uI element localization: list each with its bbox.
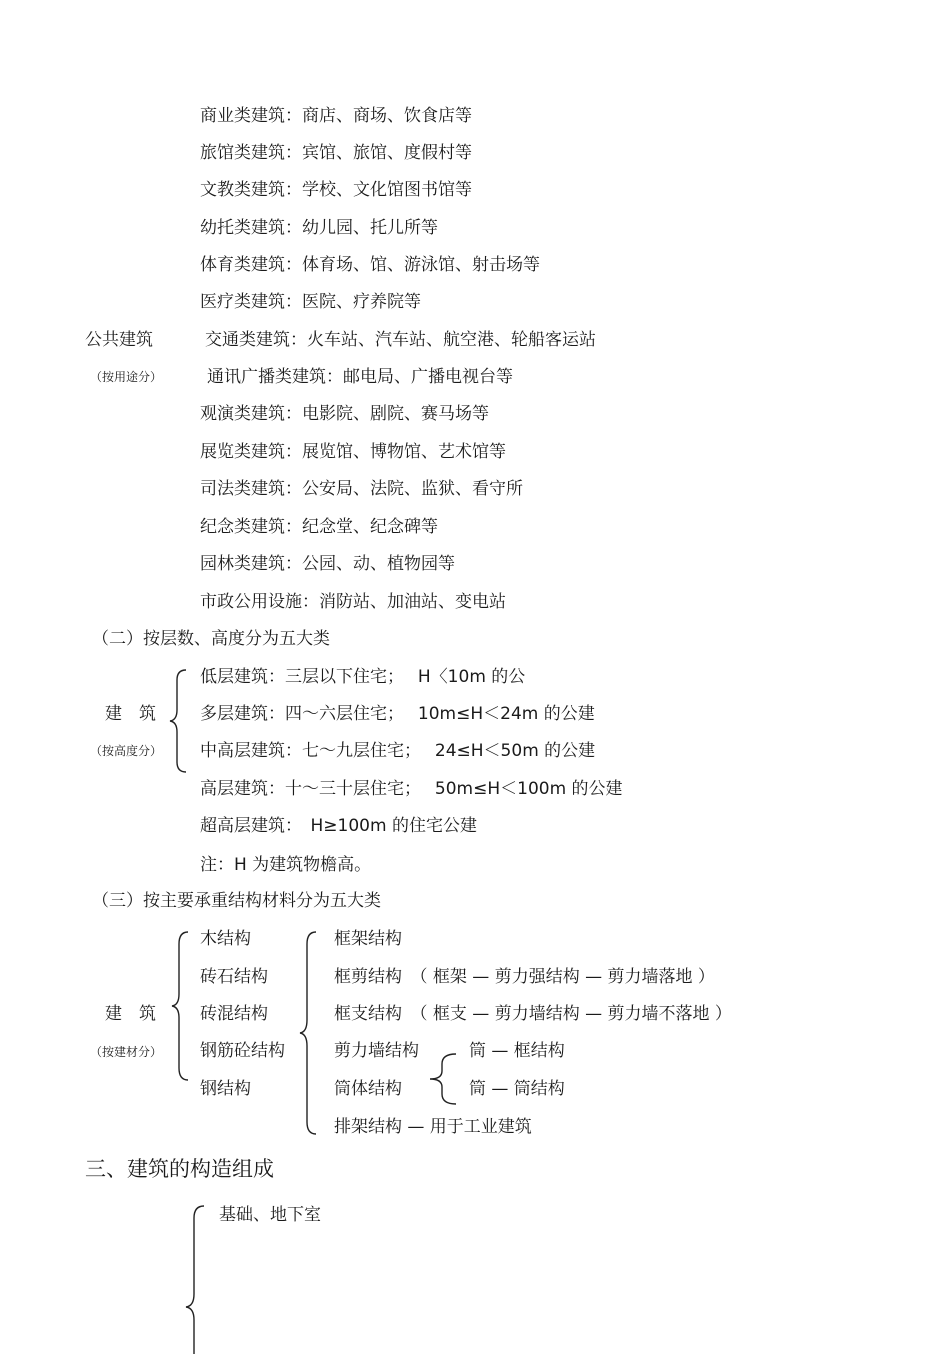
height-sub-label: （按高度分） xyxy=(90,744,163,758)
material-item: 砖石结构 xyxy=(200,967,268,987)
usage-item: 司法类建筑：公安局、法院、监狱、看守所 xyxy=(200,479,523,499)
height-note: 注：H 为建筑物檐高。 xyxy=(200,855,372,875)
structure-item: 筒体结构 xyxy=(334,1079,402,1099)
usage-item: 体育类建筑：体育场、馆、游泳馆、射击场等 xyxy=(200,255,540,275)
tube-item: 筒 — 框结构 xyxy=(469,1041,565,1061)
material-brace xyxy=(170,930,190,1082)
height-item: 超高层建筑： H≥100m 的住宅公建 xyxy=(200,816,477,836)
structure-item: 框架结构 xyxy=(334,929,402,949)
tube-brace xyxy=(428,1052,458,1106)
section3-item: 基础、地下室 xyxy=(219,1205,321,1225)
height-item: 多层建筑：四～六层住宅； 10m≤H＜24m 的公建 xyxy=(200,704,595,724)
usage-item: 幼托类建筑：幼儿园、托儿所等 xyxy=(200,218,438,238)
material-item: 木结构 xyxy=(200,929,251,949)
usage-item: 文教类建筑：学校、文化馆图书馆等 xyxy=(200,180,472,200)
height-heading: （二）按层数、高度分为五大类 xyxy=(92,629,330,649)
usage-item: 园林类建筑：公园、动、植物园等 xyxy=(200,554,455,574)
usage-item: 交通类建筑：火车站、汽车站、航空港、轮船客运站 xyxy=(205,330,596,350)
usage-item: 商业类建筑：商店、商场、饮食店等 xyxy=(200,106,472,126)
usage-item: 市政公用设施：消防站、加油站、变电站 xyxy=(200,592,506,612)
usage-label: 公共建筑 xyxy=(85,330,153,350)
section3-brace xyxy=(184,1204,206,1354)
structure-item: 排架结构 — 用于工业建筑 xyxy=(334,1117,532,1137)
structure-item: 框支结构 （ 框支 — 剪力墙结构 — 剪力墙不落地 ） xyxy=(334,1004,732,1024)
material-item: 砖混结构 xyxy=(200,1004,268,1024)
usage-item: 旅馆类建筑：宾馆、旅馆、度假村等 xyxy=(200,143,472,163)
usage-item: 展览类建筑：展览馆、博物馆、艺术馆等 xyxy=(200,442,506,462)
usage-item: 观演类建筑：电影院、剧院、赛马场等 xyxy=(200,404,489,424)
height-brace xyxy=(168,668,188,774)
material-sub-label: （按建材分） xyxy=(90,1045,163,1059)
material-item: 钢结构 xyxy=(200,1079,251,1099)
height-label: 建 筑 xyxy=(105,704,156,724)
usage-sub-label: （按用途分） xyxy=(90,370,163,384)
usage-item: 医疗类建筑：医院、疗养院等 xyxy=(200,292,421,312)
material-label: 建 筑 xyxy=(105,1004,156,1024)
material-item: 钢筋砼结构 xyxy=(200,1041,285,1061)
height-item: 低层建筑：三层以下住宅； H〈10m 的公 xyxy=(200,667,526,687)
structure-item: 框剪结构 （ 框架 — 剪力强结构 — 剪力墙落地 ） xyxy=(334,967,715,987)
section-title: 三、建筑的构造组成 xyxy=(85,1157,274,1181)
height-item: 高层建筑：十～三十层住宅； 50m≤H＜100m 的公建 xyxy=(200,779,623,799)
usage-item: 纪念类建筑：纪念堂、纪念碑等 xyxy=(200,517,438,537)
material-heading: （三）按主要承重结构材料分为五大类 xyxy=(92,891,381,911)
tube-item: 筒 — 筒结构 xyxy=(469,1079,565,1099)
height-item: 中高层建筑：七～九层住宅； 24≤H＜50m 的公建 xyxy=(200,741,596,761)
structure-item: 剪力墙结构 xyxy=(334,1041,419,1061)
usage-item: 通讯广播类建筑：邮电局、广播电视台等 xyxy=(207,367,513,387)
structure-brace xyxy=(298,930,318,1136)
